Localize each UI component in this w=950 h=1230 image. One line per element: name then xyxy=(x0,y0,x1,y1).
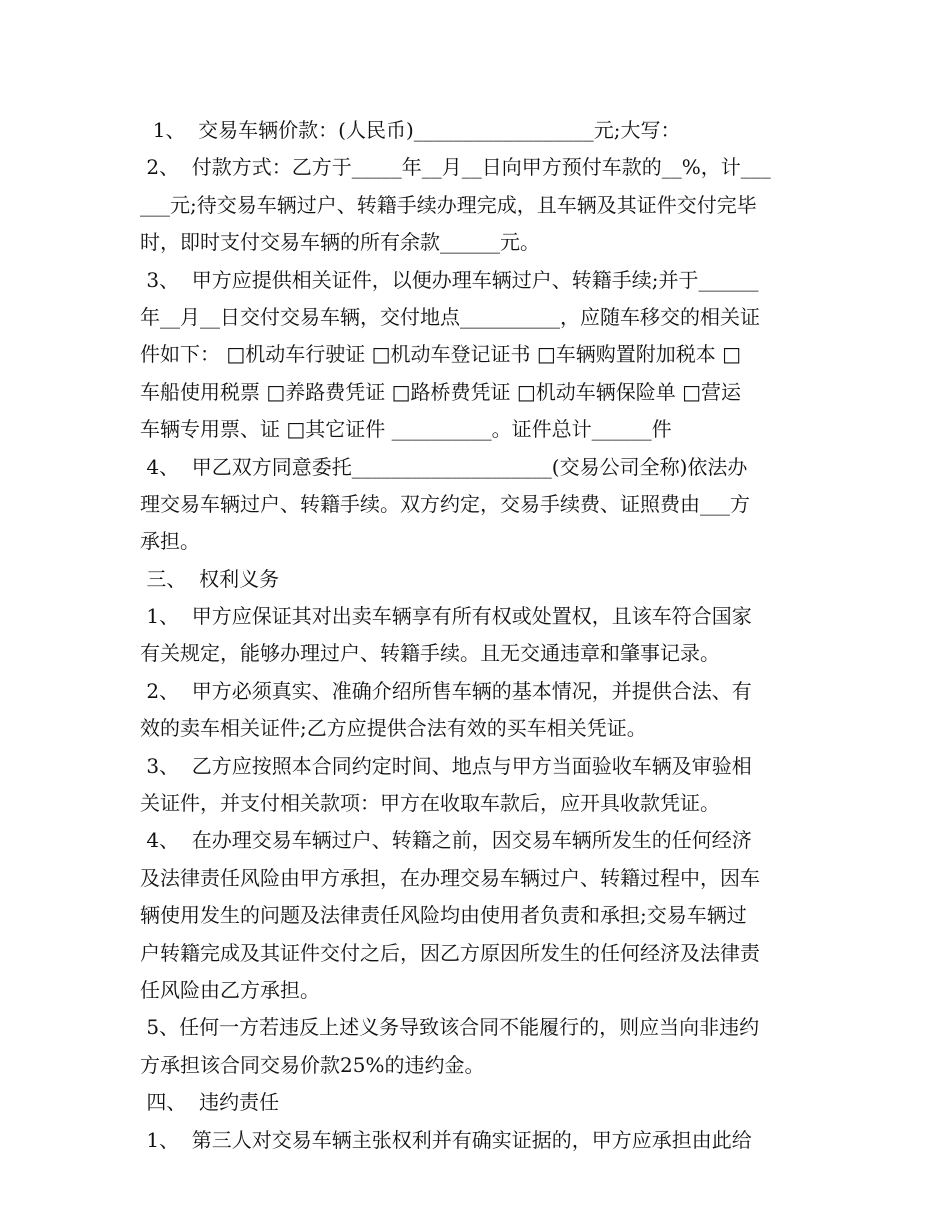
text-line: 5、任何一方若违反上述义务导致该合同不能履行的，则应当向非违约 xyxy=(140,1015,760,1040)
text-line: 时，即时支付交易车辆的所有余款______元。 xyxy=(140,230,540,255)
text-line: 车船使用税票 □养路费凭证 □路桥费凭证 □机动车辆保险单 □营运 xyxy=(140,379,742,404)
text-line: 车辆专用票、证 □其它证件 __________。证件总计______件 xyxy=(140,417,672,442)
text-line: 1、 交易车辆价款：(人民币)__________________元;大写： xyxy=(140,118,681,142)
text-line: 3、 甲方应提供相关证件，以便办理车辆过户、转籍手续;并于______ xyxy=(140,267,759,292)
text-line: 4、 甲乙双方同意委托____________________(交易公司全称)依法办 xyxy=(140,454,748,479)
text-line: 年__月__日交付交易车辆，交付地点__________，应随车移交的相关证 xyxy=(140,304,760,329)
text-line: 方承担该合同交易价款25%的违约金。 xyxy=(140,1052,485,1077)
contract-text xyxy=(140,112,820,1159)
text-line: 及法律责任风险由甲方承担，在办理交易车辆过户、转籍过程中，因车 xyxy=(140,865,760,890)
text-line: 有关规定，能够办理过户、转籍手续。且无交通违章和肇事记录。 xyxy=(140,641,720,666)
text-line: 4、 在办理交易车辆过户、转籍之前，因交易车辆所发生的任何经济 xyxy=(140,828,752,853)
text-line: 2、 甲方必须真实、准确介绍所售车辆的基本情况，并提供合法、有 xyxy=(140,678,752,703)
section-heading: 四、 违约责任 xyxy=(140,1090,280,1115)
text-line: 理交易车辆过户、转籍手续。双方约定，交易手续费、证照费由___方 xyxy=(140,491,750,516)
text-line: 1、 第三人对交易车辆主张权利并有确实证据的，甲方应承担由此给 xyxy=(140,1127,752,1152)
text-line: 关证件，并支付相关款项：甲方在收取车款后，应开具收款凭证。 xyxy=(140,791,720,816)
text-line: 承担。 xyxy=(140,529,200,554)
text-line: 2、 付款方式：乙方于_____年__月__日向甲方预付车款的__%，计___ xyxy=(140,155,771,180)
section-heading: 三、 权利义务 xyxy=(140,566,280,591)
text-line: ___元;待交易车辆过户、转籍手续办理完成，且车辆及其证件交付完毕 xyxy=(140,192,757,217)
text-line: 户转籍完成及其证件交付之后，因乙方原因所发生的任何经济及法律责 xyxy=(140,940,760,965)
text-line: 任风险由乙方承担。 xyxy=(140,977,320,1002)
text-line: 辆使用发生的问题及法律责任风险均由使用者负责和承担;交易车辆过 xyxy=(140,903,747,928)
text-line: 效的卖车相关证件;乙方应提供合法有效的买车相关凭证。 xyxy=(140,716,647,741)
text-line: 3、 乙方应按照本合同约定时间、地点与甲方当面验收车辆及审验相 xyxy=(140,753,752,778)
text-line: 1、 甲方应保证其对出卖车辆享有所有权或处置权，且该车符合国家 xyxy=(140,604,752,629)
text-line: 件如下： □机动车行驶证 □机动车登记证书 □车辆购置附加税本 □ xyxy=(140,342,742,367)
